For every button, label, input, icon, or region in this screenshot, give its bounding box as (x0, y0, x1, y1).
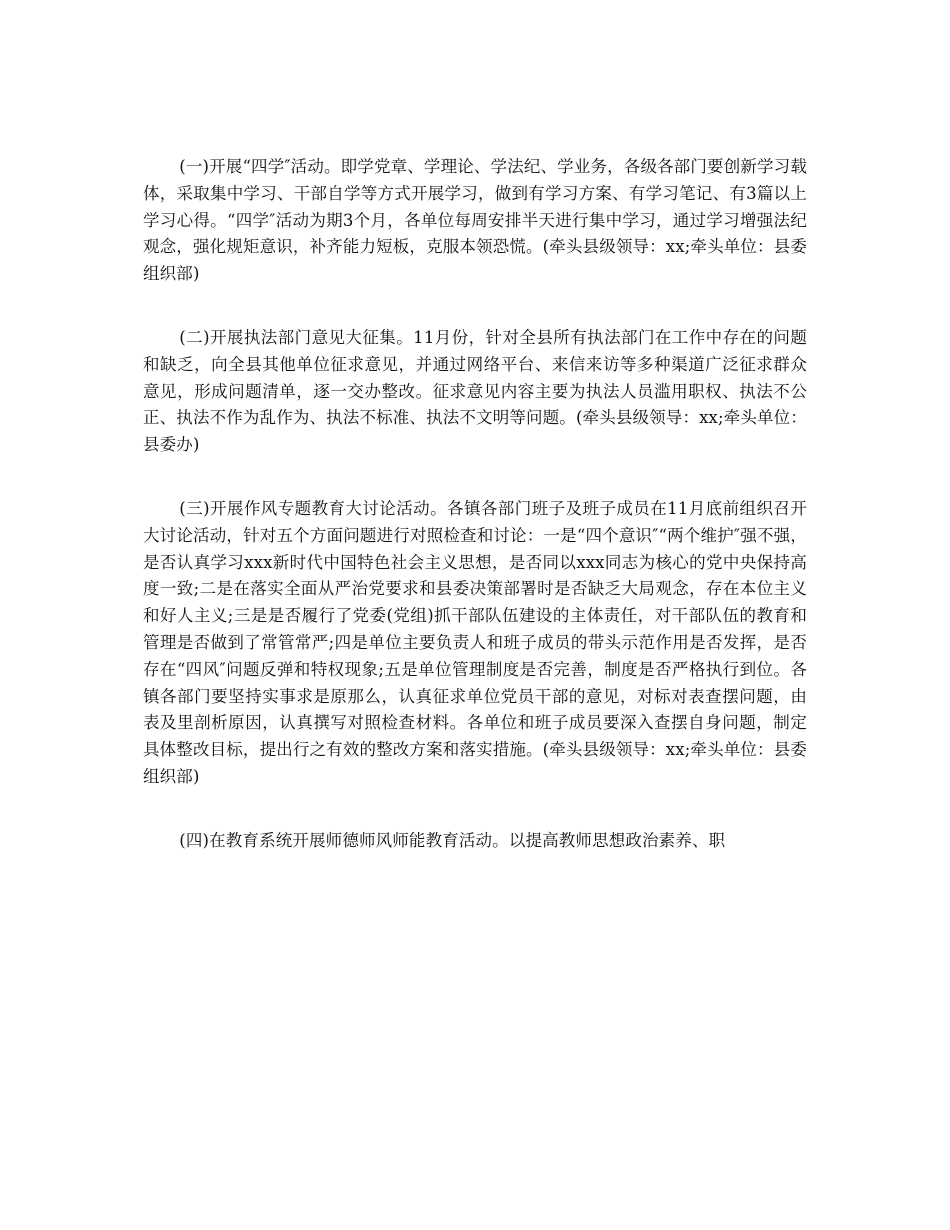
paragraph-teacher-ethics-education: (四)在教育系统开展师德师风师能教育活动。以提高教师思想政治素养、职 (179, 830, 726, 850)
paragraph-law-enforcement-opinions: (二)开展执法部门意见大征集。11月份，针对全县所有执法部门在工作中存在的问题和缺乏，向全县其他单位征求意见，并通过网络平台、来信来访等多种渠道广泛征求群众意见，形成问题清单，逐一交办整改。征求意见内容主要为执法人员滥用职权、执法不公正、执法不作为乱作为、执法不标准、执法不文明等问题。(牵头县级领导：xx;牵头单位：县委办) (143, 327, 807, 455)
paragraph-work-style-discussion: (三)开展作风专题教育大讨论活动。各镇各部门班子及班子成员在11月底前组织召开大讨论活动，针对五个方面问题进行对照检查和讨论：一是“四个意识″“两个维护″强不强，是否认真学习xxx新时代中国特色社会主义思想，是否同以xxx同志为核心的党中央保持高度一致;二是在落实全面从严治党要求和县委决策部署时是否缺乏大局观念，存在本位主义和好人主义;三是是否履行了党委(党组)抓干部队伍建设的主体责任，对干部队伍的教育和管理是否做到了常管常严;四是单位主要负责人和班子成员的带头示范作用是否发挥，是否存在“四风″问题反弹和特权现象;五是单位管理制度是否完善，制度是否严格执行到位。各镇各部门要坚持实事求是原那么，认真征求单位党员干部的意见，对标对表查摆问题，由表及里剖析原因，认真撰写对照检查材料。各单位和班子成员要深入查摆自身问题，制定具体整改目标，提出行之有效的整改方案和落实措施。(牵头县级领导：xx;牵头单位：县委组织部) (143, 498, 807, 786)
document-body (143, 154, 807, 892)
paragraph-activity-four-studies: (一)开展“四学″活动。即学党章、学理论、学法纪、学业务，各级各部门要创新学习载体，采取集中学习、干部自学等方式开展学习，做到有学习方案、有学习笔记、有3篇以上学习心得。“四学″活动为期3个月，各单位每周安排半天进行集中学习，通过学习增强法纪观念，强化规矩意识，补齐能力短板，克服本领恐慌。(牵头县级领导：xx;牵头单位：县委组织部) (143, 157, 807, 284)
